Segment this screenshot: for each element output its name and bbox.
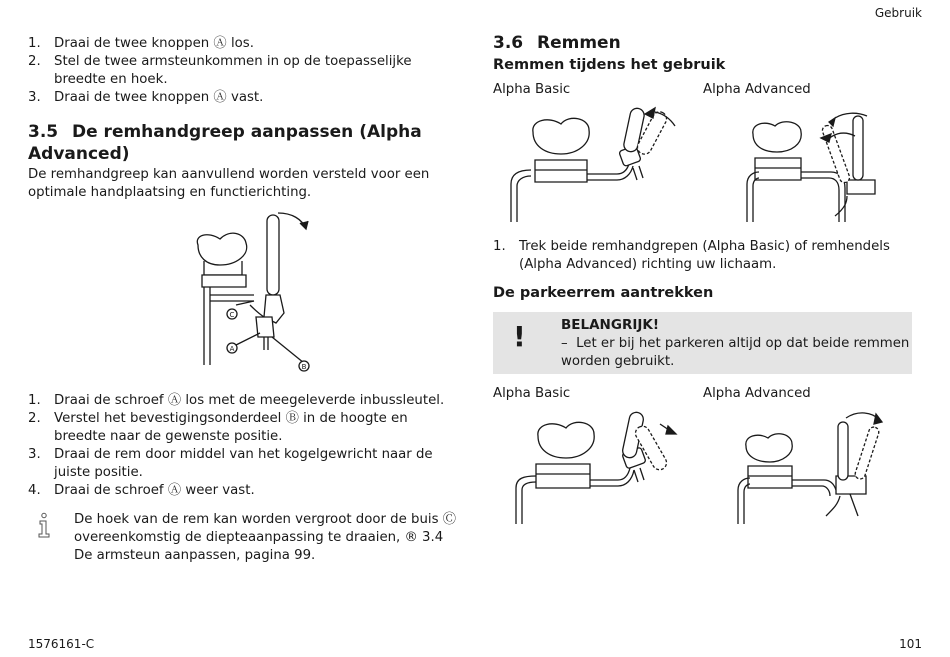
caption-alpha-basic-2: Alpha Basic — [493, 386, 571, 401]
figure-label-a: A — [229, 345, 235, 353]
note-body: – Let er bij het parkeren altijd op dat beide remmen worden gebruikt. — [561, 336, 910, 369]
intro-paragraph: De remhandgreep kan aanvullend worden versteld voor een optimale handplaatsing en functierichting. — [28, 167, 430, 200]
caption-alpha-basic: Alpha Basic — [493, 82, 571, 97]
steps-list — [28, 392, 453, 500]
list-item: 3. Draai de twee knoppen Ⓐ vast. — [28, 90, 264, 105]
brake-handle-figure — [180, 205, 320, 375]
alpha-basic-brake-figure — [505, 104, 690, 224]
section-heading-3-6: 3.6 Remmen — [493, 33, 621, 53]
info-note: De hoek van de rem kan worden vergroot door de buis Ⓒ overeenkomstig de diepteaanpassing te draaien, ® 3.4 De armsteun aanpassen, pagina 99. — [74, 512, 457, 563]
caption-alpha-advanced-2: Alpha Advanced — [703, 386, 811, 401]
note-title: BELANGRIJK! — [561, 317, 660, 333]
braking-steps-list — [493, 238, 913, 274]
figure-label-b: B — [301, 363, 307, 371]
alpha-advanced-parking-figure — [730, 406, 890, 526]
list-item: 1. Trek beide remhandgrepen (Alpha Basic) of remhendels (Alpha Advanced) richting uw lichaam. — [493, 239, 890, 272]
steps-top-list — [28, 35, 448, 107]
running-header: Gebruik — [874, 6, 922, 20]
list-item: 1. Draai de twee knoppen Ⓐ los. — [28, 36, 254, 51]
caption-alpha-advanced: Alpha Advanced — [703, 82, 811, 97]
list-item: 1. Draai de schroef Ⓐ los met de meegeleverde inbussleutel. — [28, 393, 445, 408]
alpha-basic-parking-figure — [510, 406, 690, 526]
list-item: 2. Verstel het bevestigingsonderdeel Ⓑ in de hoogte en breedte naar de gewenste positie. — [28, 411, 408, 444]
subheading-parking-brake: De parkeerrem aantrekken — [493, 285, 714, 301]
page-number: 101 — [899, 637, 922, 651]
alpha-advanced-brake-figure — [735, 104, 885, 224]
warning-icon: ! — [513, 320, 526, 353]
important-note-box — [493, 312, 912, 374]
list-item: 2. Stel de twee armsteunkommen in op de toepasselijke breedte en hoek. — [28, 54, 412, 87]
subheading-braking-during-use: Remmen tijdens het gebruik — [493, 57, 726, 73]
footer-doc-number: 1576161-C — [28, 637, 95, 651]
list-item: 3. Draai de rem door middel van het kogelgewricht naar de juiste positie. — [28, 447, 433, 480]
info-icon — [36, 512, 52, 538]
list-item: 4. Draai de schroef Ⓐ weer vast. — [28, 483, 255, 498]
figure-label-c: C — [229, 311, 235, 319]
section-heading-3-5: 3.5 De remhandgreep aanpassen (Alpha Advanced) — [28, 122, 422, 164]
